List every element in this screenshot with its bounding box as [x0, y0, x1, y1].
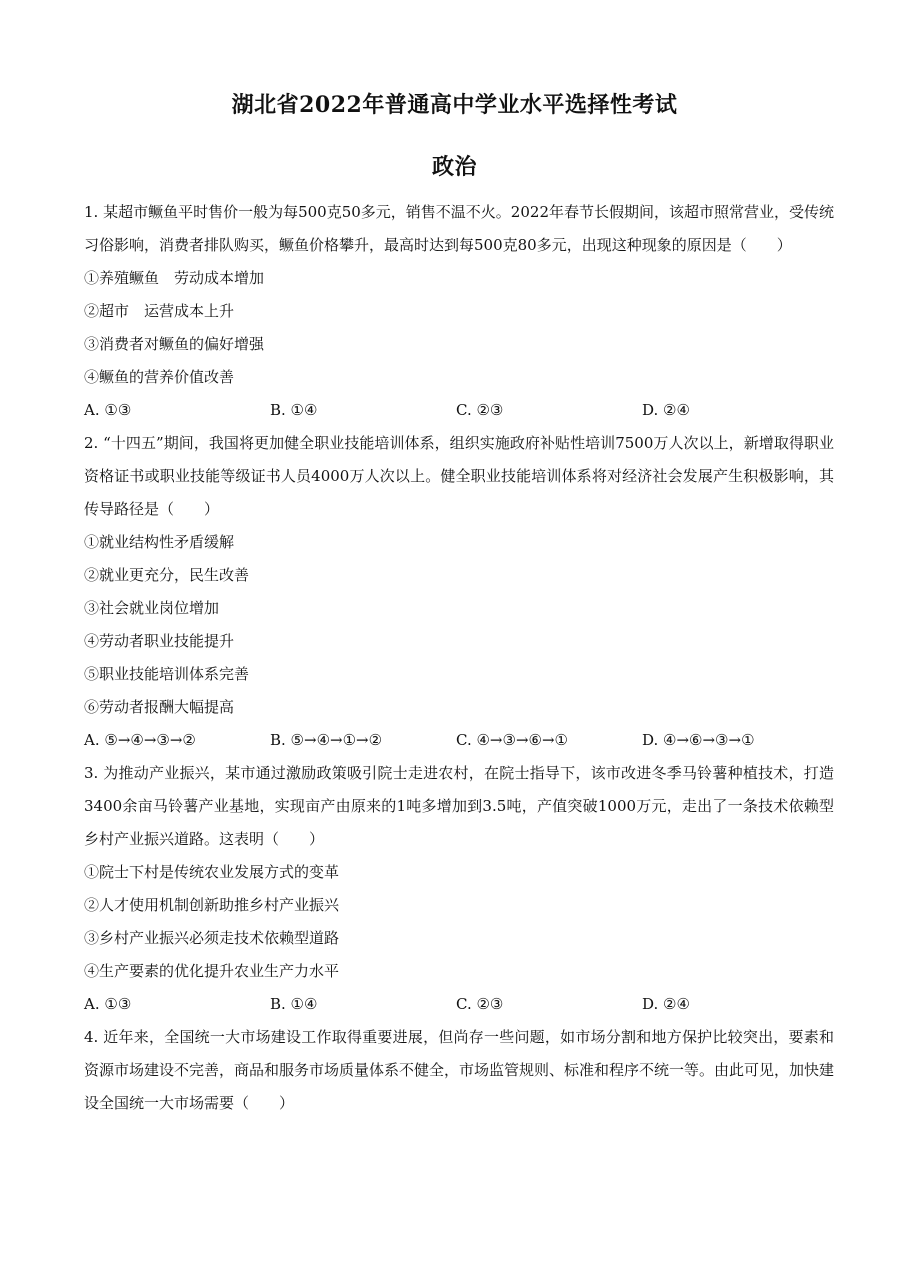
question-1: [84, 196, 834, 427]
option-d[interactable]: D. ④→⑥→③→①: [642, 731, 755, 749]
answer-options: [84, 988, 834, 1021]
option-d[interactable]: D. ②④: [642, 401, 690, 419]
question-list: [84, 196, 834, 1120]
question-2: [84, 427, 834, 757]
answer-options: [84, 724, 834, 757]
statement-item: ②人才使用机制创新助推乡村产业振兴: [84, 896, 340, 914]
question-stem: 2. “十四五”期间，我国将更加健全职业技能培训体系，组织实施政府补贴性培训7500万人次以上，新增取得职业资格证书或职业技能等级证书人员4000万人次以上。健全职业技能培训体系将对经济社会发展产生积极影响，其传导路径是（ ）: [84, 434, 834, 518]
statement-item: ①院士下村是传统农业发展方式的变革: [84, 863, 340, 881]
option-b[interactable]: B. ①④: [270, 401, 318, 419]
subject-title: 政治: [431, 154, 477, 180]
option-c[interactable]: C. ②③: [456, 995, 504, 1013]
statement-item: ②就业更充分，民生改善: [84, 566, 250, 584]
answer-options: [84, 394, 834, 427]
option-a[interactable]: A. ⑤→④→③→②: [84, 731, 196, 749]
statement-item: ④鳜鱼的营养价值改善: [84, 368, 235, 386]
question-stem: 1. 某超市鳜鱼平时售价一般为每500克50多元，销售不温不火。2022年春节长假期间，该超市照常营业，受传统习俗影响，消费者排队购买，鳜鱼价格攀升，最高时达到每500克80多元，出现这种现象的原因是（ ）: [84, 203, 834, 254]
option-a[interactable]: A. ①③: [84, 995, 132, 1013]
statement-item: ④劳动者职业技能提升: [84, 632, 235, 650]
statement-item: ⑥劳动者报酬大幅提高: [84, 698, 235, 716]
statement-item: ⑤职业技能培训体系完善: [84, 665, 250, 683]
exam-title: 湖北省2022年普通高中学业水平选择性考试: [231, 92, 678, 118]
option-d[interactable]: D. ②④: [642, 995, 690, 1013]
statement-item: ①养殖鳜鱼 劳动成本增加: [84, 269, 265, 287]
option-b[interactable]: B. ⑤→④→①→②: [270, 731, 383, 749]
statement-item: ①就业结构性矛盾缓解: [84, 533, 235, 551]
statement-item: ③社会就业岗位增加: [84, 599, 220, 617]
statement-item: ④生产要素的优化提升农业生产力水平: [84, 962, 340, 980]
question-stem: 4. 近年来，全国统一大市场建设工作取得重要进展，但尚存一些问题，如市场分割和地方保护比较突出，要素和资源市场建设不完善，商品和服务市场质量体系不健全，市场监管规则、标准和程序不统一等。由此可见，加快建设全国统一大市场需要（ ）: [84, 1028, 835, 1112]
question-3: [84, 757, 834, 1021]
option-a[interactable]: A. ①③: [84, 401, 132, 419]
question-4: [84, 1021, 834, 1120]
option-b[interactable]: B. ①④: [270, 995, 318, 1013]
statement-item: ③消费者对鳜鱼的偏好增强: [84, 335, 265, 353]
statement-item: ③乡村产业振兴必须走技术依赖型道路: [84, 929, 340, 947]
question-stem: 3. 为推动产业振兴，某市通过激励政策吸引院士走进农村，在院士指导下，该市改进冬季马铃薯种植技术，打造3400余亩马铃薯产业基地，实现亩产由原来的1吨多增加到3.5吨，产值突破1000万元，走出了一条技术依赖型乡村产业振兴道路。这表明（ ）: [84, 764, 834, 848]
statement-item: ②超市 运营成本上升: [84, 302, 235, 320]
option-c[interactable]: C. ④→③→⑥→①: [456, 731, 568, 749]
option-c[interactable]: C. ②③: [456, 401, 504, 419]
